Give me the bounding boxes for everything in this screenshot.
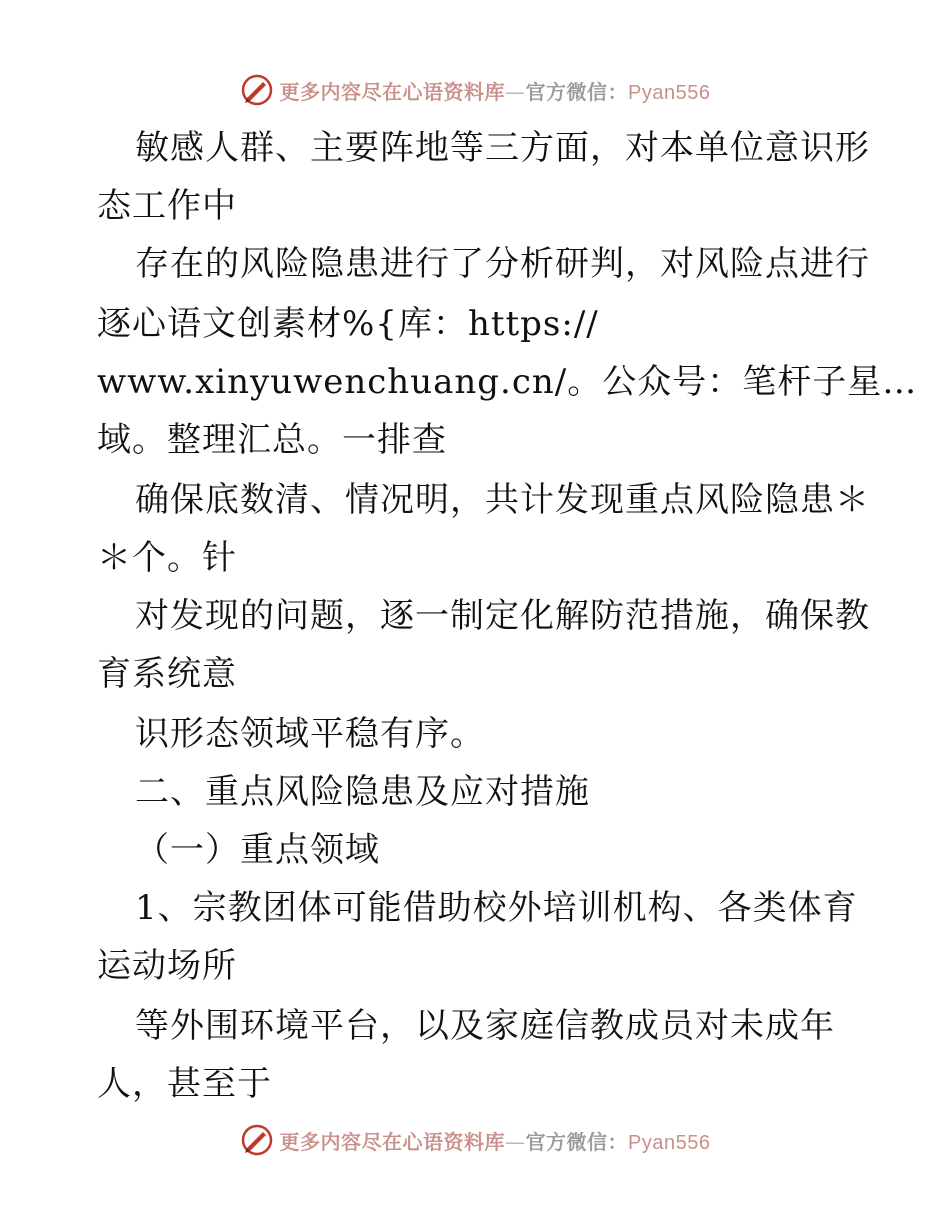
body-line: 对发现的问题，逐一制定化解防范措施，确保教 [135, 596, 870, 636]
body-line: www.xinyuwenchuang.cn/。公众号：笔杆子星… [97, 362, 918, 402]
body-line: 确保底数清、情况明，共计发现重点风险隐患＊ [135, 480, 870, 520]
banner-wechat-id: Pyan556 [628, 1131, 711, 1154]
body-line: 存在的风险隐患进行了分析研判，对风险点进行 [135, 244, 870, 284]
banner-dash: — [505, 1129, 526, 1154]
body-line: 等外围环境平台，以及家庭信教成员对未成年 [135, 1006, 835, 1046]
footer-banner [0, 1120, 950, 1160]
banner-dash: — [505, 79, 526, 104]
body-line: 识形态领域平稳有序。 [135, 714, 485, 754]
section-heading: 二、重点风险隐患及应对措施 [135, 772, 590, 812]
banner-title: 更多内容尽在心语资料库 [279, 79, 506, 104]
body-line: 逐心语文创素材%{库：https:// [97, 304, 599, 344]
body-line: 人，甚至于 [97, 1064, 272, 1104]
banner-wechat-label: 官方微信： [525, 1129, 629, 1154]
banner-wechat-id: Pyan556 [628, 81, 711, 104]
body-line: 1、宗教团体可能借助校外培训机构、各类体育 [135, 888, 858, 928]
body-line: ＊个。针 [97, 538, 237, 578]
pen-logo-icon [240, 73, 274, 107]
body-line: 态工作中 [97, 186, 237, 226]
body-line: 育系统意 [97, 654, 237, 694]
body-line: 域。整理汇总。一排查 [97, 420, 447, 460]
banner-wechat-label: 官方微信： [525, 79, 629, 104]
pen-logo-icon [240, 1123, 274, 1157]
header-banner [0, 70, 950, 110]
banner-title: 更多内容尽在心语资料库 [279, 1129, 506, 1154]
subsection-heading: （一）重点领域 [135, 830, 380, 870]
body-line: 运动场所 [97, 946, 237, 986]
body-line: 敏感人群、主要阵地等三方面，对本单位意识形 [135, 128, 870, 168]
